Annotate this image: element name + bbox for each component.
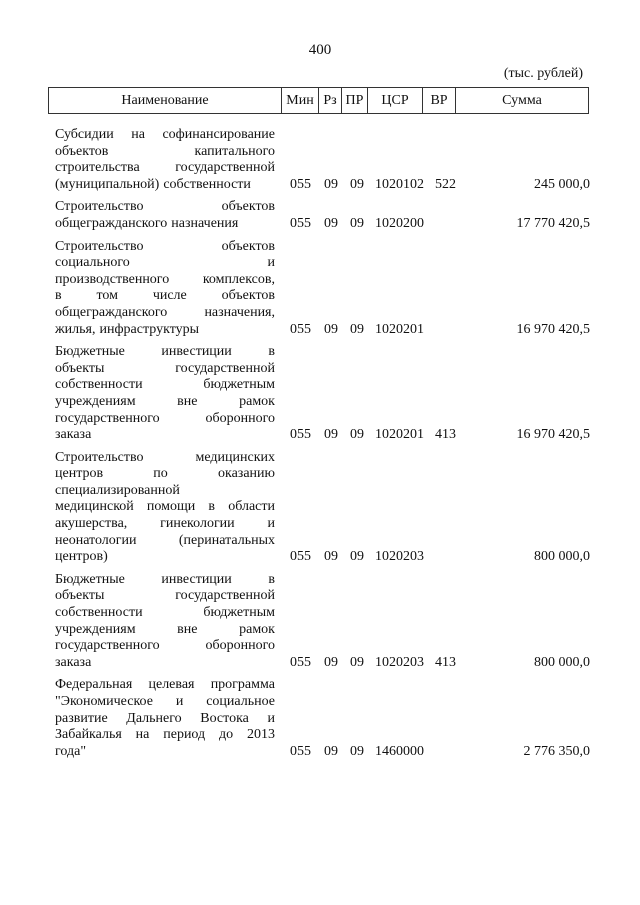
cell-pr: 09: [350, 427, 364, 443]
table-row: [55, 572, 590, 672]
row-name: [55, 572, 275, 672]
page-number: 400: [308, 42, 332, 58]
cell-sum: 2 776 350,0: [523, 743, 590, 759]
name-line: Бюджетные инвестиции в: [55, 344, 275, 360]
name-line: (муниципальной) собственности: [55, 176, 251, 192]
name-line: учреждениям вне рамок: [55, 621, 275, 637]
table-row: [55, 450, 590, 566]
name-line: года": [55, 743, 87, 759]
cell-csr: 1020203: [375, 549, 424, 565]
table-row: [55, 344, 590, 444]
cell-sum: 800 000,0: [534, 654, 590, 670]
cell-rz: 09: [324, 215, 338, 231]
name-line: Субсидии на софинансирование: [55, 127, 275, 142]
table-body: [55, 127, 590, 766]
name-line: развитие Дальнего Востока и: [55, 710, 275, 726]
name-line: социального и: [55, 255, 275, 271]
cell-vr: 522: [435, 176, 456, 192]
cell-sum: 800 000,0: [534, 549, 590, 565]
cell-rz: 09: [324, 321, 338, 337]
cell-pr: 09: [350, 321, 364, 337]
name-line: собственности бюджетным: [55, 605, 275, 621]
cell-csr: 1020102: [375, 176, 424, 192]
cell-rz: 09: [324, 549, 338, 565]
name-line: государственного оборонного: [55, 638, 275, 654]
cell-csr: 1020201: [375, 427, 424, 443]
cell-min: 055: [290, 743, 311, 759]
name-line: собственности бюджетным: [55, 377, 275, 393]
name-line: производственного комплексов,: [55, 271, 275, 287]
cell-vr: 413: [435, 654, 456, 670]
row-name: [55, 450, 275, 566]
name-line: Забайкалья на период до 2013: [55, 727, 275, 743]
cell-pr: 09: [350, 654, 364, 670]
cell-vr: 413: [435, 427, 456, 443]
name-line: центров): [55, 549, 108, 565]
row-name: [55, 677, 275, 760]
header-rz: Рз: [318, 88, 341, 113]
cell-min: 055: [290, 176, 311, 192]
cell-min: 055: [290, 654, 311, 670]
header-sum: Сумма: [455, 88, 588, 113]
cell-csr: 1020200: [375, 215, 424, 231]
row-name: [55, 239, 275, 339]
header-name: Наименование: [121, 92, 209, 108]
cell-rz: 09: [324, 427, 338, 443]
table-row: [55, 677, 590, 760]
cell-sum: 16 970 420,5: [516, 427, 590, 443]
table-row: [55, 127, 590, 193]
name-line: объектов капитального: [55, 143, 275, 159]
units-label: (тыс. рублей): [503, 66, 583, 81]
name-line: общегражданского назначения,: [55, 304, 275, 320]
cell-rz: 09: [324, 654, 338, 670]
cell-min: 055: [290, 549, 311, 565]
name-line: в том числе объектов: [55, 288, 275, 304]
header-vr: ВР: [422, 88, 455, 113]
name-line: "Экономическое и социальное: [55, 694, 275, 709]
name-line: центров по оказанию: [55, 466, 275, 482]
name-line: жилья, инфраструктуры: [55, 321, 200, 337]
name-line: Строительство объектов: [55, 199, 275, 215]
name-line: объекты государственной: [55, 588, 275, 604]
name-line: заказа: [55, 654, 92, 670]
cell-rz: 09: [324, 176, 338, 192]
header-pr: ПР: [341, 88, 367, 113]
row-name: [55, 127, 275, 193]
name-line: специализированной: [55, 482, 180, 498]
row-name: [55, 344, 275, 444]
name-line: медицинской помощи в области: [55, 499, 275, 515]
cell-csr: 1020203: [375, 654, 424, 670]
name-line: неонатологии (перинатальных: [55, 532, 275, 548]
name-line: объекты государственной: [55, 360, 275, 376]
table-header: [48, 87, 589, 114]
cell-min: 055: [290, 215, 311, 231]
name-line: заказа: [55, 427, 92, 443]
name-line: Бюджетные инвестиции в: [55, 571, 275, 587]
header-csr: ЦСР: [367, 88, 422, 113]
cell-rz: 09: [324, 743, 338, 759]
cell-pr: 09: [350, 215, 364, 231]
cell-sum: 245 000,0: [534, 176, 590, 192]
cell-min: 055: [290, 321, 311, 337]
name-line: Федеральная целевая программа: [55, 677, 275, 693]
table-row: [55, 199, 590, 232]
cell-sum: 17 770 420,5: [516, 215, 590, 231]
row-name: [55, 199, 275, 232]
name-line: учреждениям вне рамок: [55, 393, 275, 409]
name-line: общегражданского назначения: [55, 215, 239, 231]
header-min: Мин: [281, 88, 318, 113]
name-line: Строительство объектов: [55, 238, 275, 254]
table-row: [55, 239, 590, 339]
cell-pr: 09: [350, 743, 364, 759]
cell-sum: 16 970 420,5: [516, 321, 590, 337]
name-line: акушерства, гинекологии и: [55, 516, 275, 532]
cell-pr: 09: [350, 176, 364, 192]
cell-csr: 1020201: [375, 321, 424, 337]
cell-csr: 1460000: [375, 743, 424, 759]
name-line: Строительство медицинских: [55, 449, 275, 465]
name-line: государственного оборонного: [55, 410, 275, 426]
cell-min: 055: [290, 427, 311, 443]
cell-pr: 09: [350, 549, 364, 565]
name-line: строительства государственной: [55, 160, 275, 176]
